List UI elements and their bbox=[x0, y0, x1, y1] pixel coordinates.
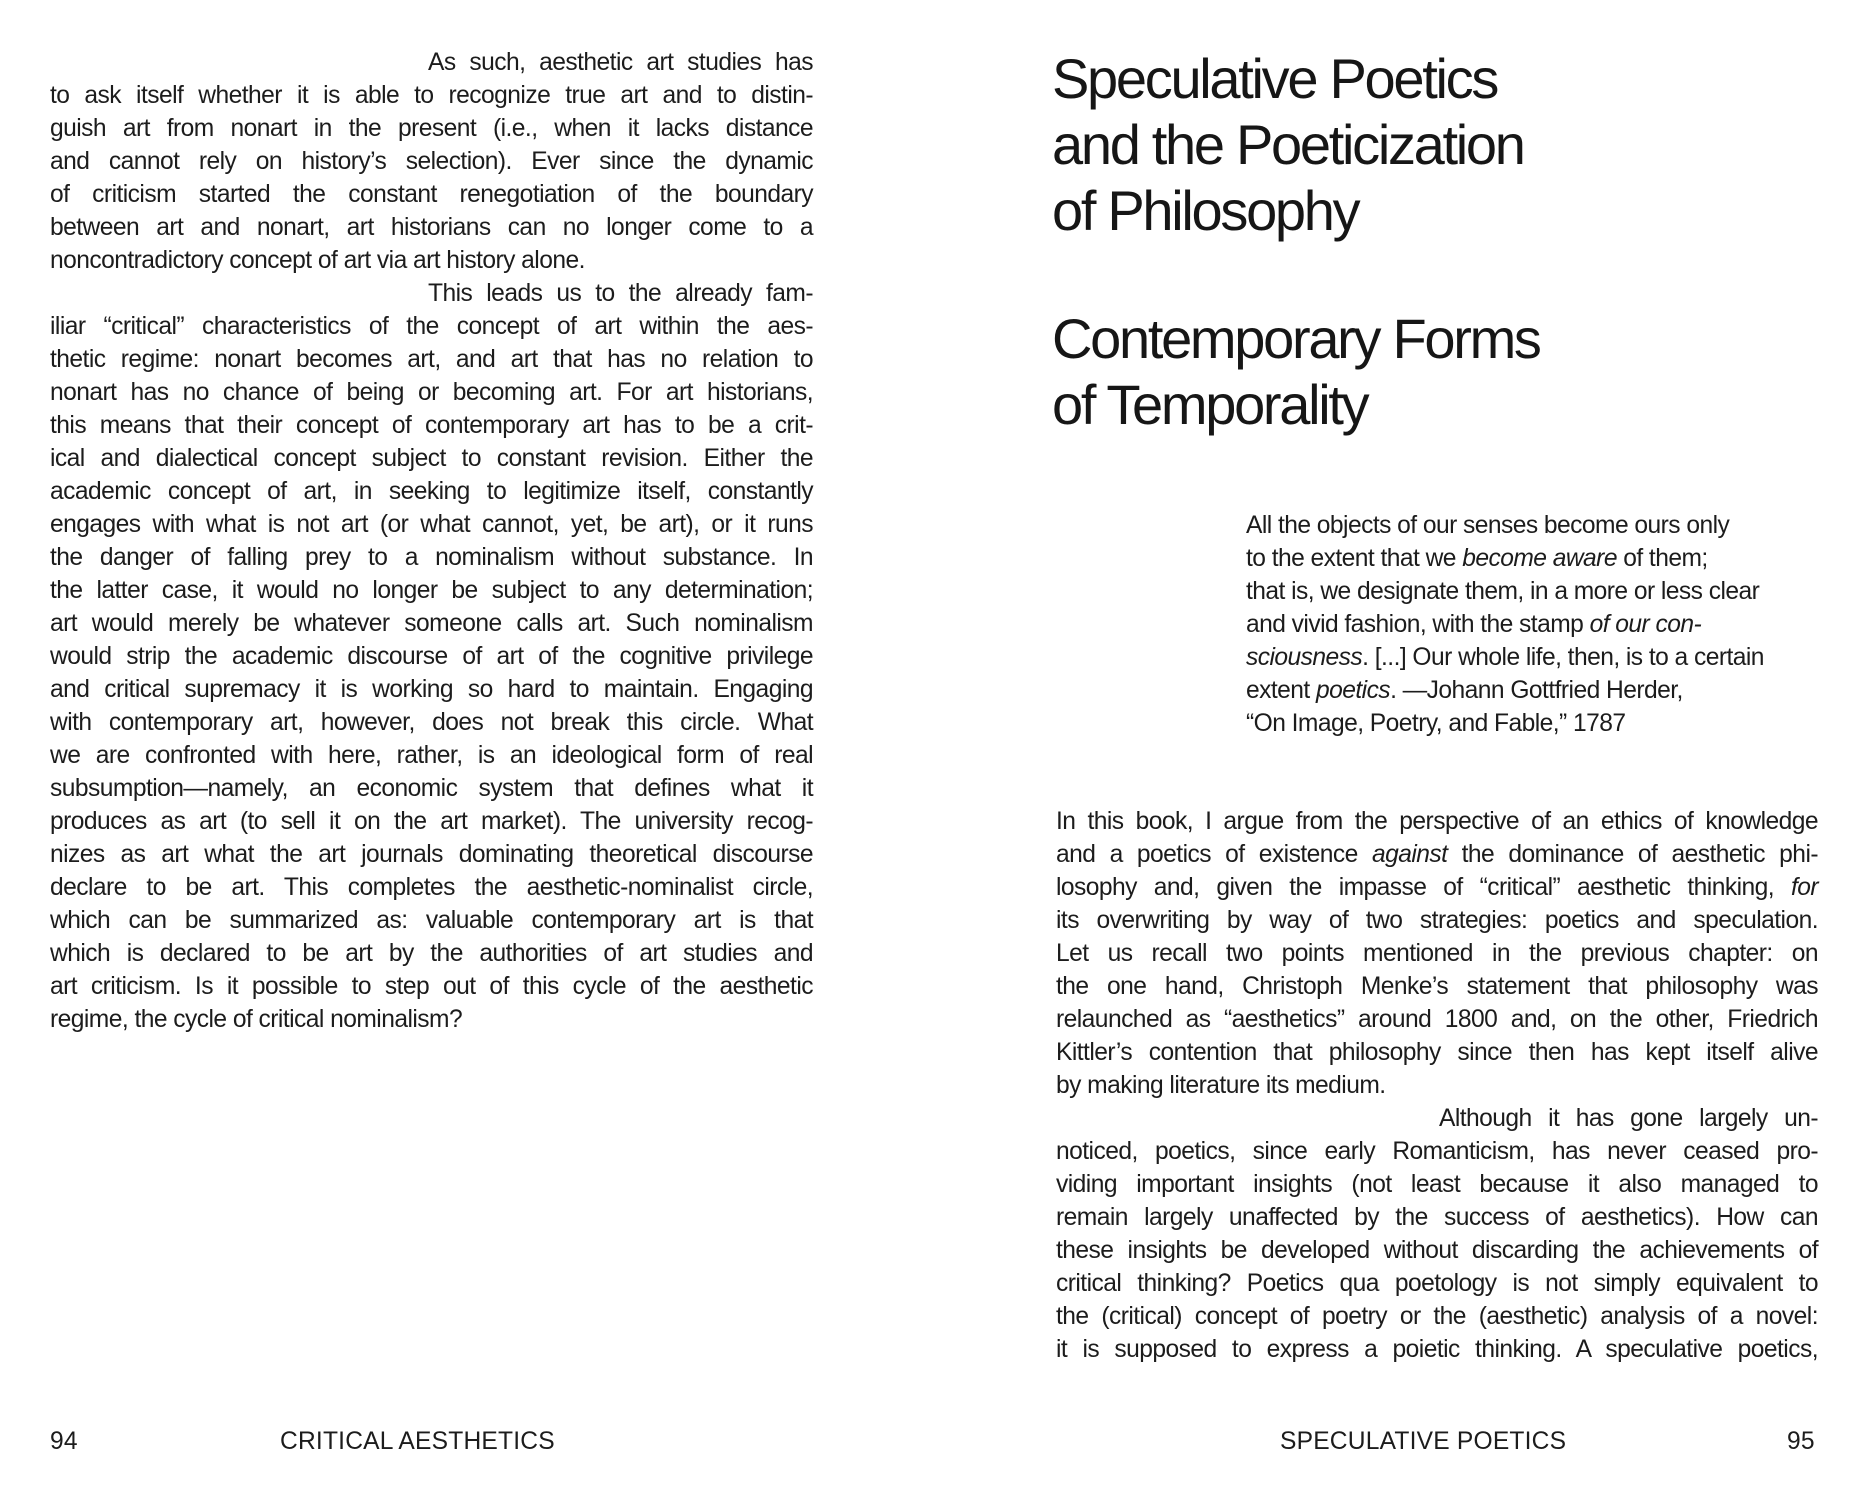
epigraph bbox=[1246, 509, 1818, 740]
text-line: ical and dialectical concept subject to constant revision. Either the bbox=[50, 445, 813, 472]
text-line: and critical supremacy it is working so hard to maintain. Engaging bbox=[50, 676, 813, 703]
text-run: its overwriting by way of two strategies: poetics and speculation. bbox=[1056, 907, 1818, 934]
page-number: 95 bbox=[1787, 1428, 1815, 1455]
paragraph bbox=[1056, 805, 1818, 1102]
text-line bbox=[1056, 871, 1818, 904]
text-line: engages with what is not art (or what cannot, yet, be art), or it runs bbox=[50, 511, 813, 538]
text-line bbox=[1056, 970, 1818, 1003]
text-run: “On Image, Poetry, and Fable,” 1787 bbox=[1246, 710, 1626, 737]
text-line: declare to be art. This completes the aesthetic-nominalist circle, bbox=[50, 874, 813, 901]
text-line bbox=[1246, 674, 1818, 707]
text-run: that is, we designate them, in a more or less clear bbox=[1246, 578, 1760, 605]
section-title bbox=[1052, 306, 1812, 438]
text-line: which is declared to be art by the authorities of art studies and bbox=[50, 940, 813, 967]
text-line bbox=[1056, 1168, 1818, 1201]
text-line: This leads us to the already fam- bbox=[428, 280, 813, 307]
italic-text: sciousness bbox=[1246, 644, 1363, 671]
text-line: to ask itself whether it is able to recognize true art and to distin- bbox=[50, 82, 813, 109]
text-line: we are confronted with here, rather, is an ideological form of real bbox=[50, 742, 813, 769]
text-line: thetic regime: nonart becomes art, and art that has no relation to bbox=[50, 346, 813, 373]
chapter-headings bbox=[1052, 46, 1812, 438]
italic-text: become aware bbox=[1462, 545, 1617, 572]
right-body-text bbox=[1056, 805, 1818, 1366]
text-line bbox=[1056, 805, 1818, 838]
text-line: the latter case, it would no longer be subject to any determination; bbox=[50, 577, 813, 604]
text-line bbox=[1056, 1333, 1818, 1366]
italic-text: for bbox=[1790, 874, 1818, 901]
text-line bbox=[1056, 1102, 1818, 1135]
page-number: 94 bbox=[50, 1428, 78, 1455]
text-run: the dominance of aesthetic phi- bbox=[1447, 841, 1818, 868]
text-line bbox=[1056, 1036, 1818, 1069]
text-line: between art and nonart, art historians can no longer come to a bbox=[50, 214, 813, 241]
text-line: would strip the academic discourse of art of the cognitive privilege bbox=[50, 643, 813, 670]
running-head: CRITICAL AESTHETICS bbox=[280, 1428, 555, 1455]
text-line bbox=[1246, 575, 1818, 608]
text-run: relaunched as “aesthetics” around 1800 and, on the other, Friedrich bbox=[1056, 1006, 1818, 1033]
text-line: produces as art (to sell it on the art market). The university recog- bbox=[50, 808, 813, 835]
text-line: iliar “critical” characteristics of the concept of art within the aes- bbox=[50, 313, 813, 340]
text-run: Kittler’s contention that philosophy since then has kept itself alive bbox=[1056, 1039, 1818, 1066]
text-run: the one hand, Christoph Menke’s statement that philosophy was bbox=[1056, 973, 1818, 1000]
text-run: extent bbox=[1246, 677, 1316, 704]
text-line bbox=[1056, 838, 1818, 871]
title-line: Speculative Poetics bbox=[1052, 47, 1498, 110]
text-line: which can be summarized as: valuable contemporary art is that bbox=[50, 907, 813, 934]
paragraph bbox=[50, 277, 813, 1036]
text-line bbox=[1056, 1201, 1818, 1234]
italic-text: against bbox=[1371, 841, 1448, 868]
text-line: art would merely be whatever someone calls art. Such nominalism bbox=[50, 610, 813, 637]
text-run: In this book, I argue from the perspective of an ethics of knowledge bbox=[1056, 808, 1818, 835]
text-line: with contemporary art, however, does not break this circle. What bbox=[50, 709, 813, 736]
text-line bbox=[1056, 1069, 1818, 1102]
text-line: this means that their concept of contemporary art has to be a crit- bbox=[50, 412, 813, 439]
text-line: of criticism started the constant renegotiation of the boundary bbox=[50, 181, 813, 208]
text-line bbox=[1056, 1300, 1818, 1333]
text-line bbox=[1056, 937, 1818, 970]
chapter-title bbox=[1052, 46, 1812, 244]
title-line: of Temporality bbox=[1052, 373, 1368, 436]
text-run: these insights be developed without discarding the achievements of bbox=[1056, 1237, 1818, 1264]
text-line bbox=[1246, 509, 1818, 542]
text-line: regime, the cycle of critical nominalism? bbox=[50, 1006, 463, 1033]
text-line: nonart has no chance of being or becoming art. For art historians, bbox=[50, 379, 813, 406]
text-line bbox=[1246, 707, 1818, 740]
text-line: and cannot rely on history’s selection). Ever since the dynamic bbox=[50, 148, 813, 175]
text-run: losophy and, given the impasse of “critical” aesthetic thinking, bbox=[1056, 874, 1791, 901]
text-run: . [...] Our whole life, then, is to a certain bbox=[1362, 644, 1764, 671]
text-line: nizes as art what the art journals dominating theoretical discourse bbox=[50, 841, 813, 868]
paragraph bbox=[50, 46, 813, 277]
text-line bbox=[1056, 904, 1818, 937]
title-line: of Philosophy bbox=[1052, 179, 1359, 242]
text-run: Although it has gone largely un- bbox=[1439, 1105, 1818, 1132]
text-line bbox=[1056, 1003, 1818, 1036]
text-run: and vivid fashion, with the stamp bbox=[1246, 611, 1590, 638]
text-line bbox=[1246, 542, 1818, 575]
text-run: and a poetics of existence bbox=[1056, 841, 1372, 868]
italic-text: poetics bbox=[1315, 677, 1391, 704]
text-run: by making literature its medium. bbox=[1056, 1072, 1386, 1099]
text-line: the danger of falling prey to a nominalism without substance. In bbox=[50, 544, 813, 571]
text-run: All the objects of our senses become ours only bbox=[1246, 512, 1730, 539]
text-line bbox=[1246, 608, 1818, 641]
running-head: SPECULATIVE POETICS bbox=[1280, 1428, 1567, 1455]
left-page bbox=[0, 0, 928, 1500]
title-line: and the Poeticization bbox=[1052, 113, 1524, 176]
left-body-text bbox=[50, 46, 813, 1036]
text-run: to the extent that we bbox=[1246, 545, 1463, 572]
text-run: critical thinking? Poetics qua poetology is not simply equivalent to bbox=[1056, 1270, 1818, 1297]
text-line: subsumption—namely, an economic system that defines what it bbox=[50, 775, 813, 802]
text-line: guish art from nonart in the present (i.e., when it lacks distance bbox=[50, 115, 813, 142]
text-run: . —Johann Gottfried Herder, bbox=[1390, 677, 1683, 704]
text-line bbox=[1056, 1135, 1818, 1168]
italic-text: of our con- bbox=[1589, 611, 1702, 638]
title-line: Contemporary Forms bbox=[1052, 307, 1540, 370]
text-run: of them; bbox=[1616, 545, 1708, 572]
text-run: Let us recall two points mentioned in the previous chapter: on bbox=[1056, 940, 1818, 967]
text-line bbox=[1056, 1267, 1818, 1300]
text-line: As such, aesthetic art studies has bbox=[428, 49, 813, 76]
text-run: remain largely unaffected by the success of aesthetics). How can bbox=[1056, 1204, 1818, 1231]
text-run: viding important insights (not least because it also managed to bbox=[1056, 1171, 1818, 1198]
text-line: noncontradictory concept of art via art history alone. bbox=[50, 247, 585, 274]
text-run: noticed, poetics, since early Romanticism, has never ceased pro- bbox=[1056, 1138, 1818, 1165]
text-run: it is supposed to express a poietic thinking. A speculative poetics, bbox=[1056, 1336, 1818, 1363]
text-line bbox=[1056, 1234, 1818, 1267]
paragraph bbox=[1056, 1102, 1818, 1366]
text-run: the (critical) concept of poetry or the (aesthetic) analysis of a novel: bbox=[1056, 1303, 1818, 1330]
text-line bbox=[1246, 641, 1818, 674]
text-line: art criticism. Is it possible to step out of this cycle of the aesthetic bbox=[50, 973, 813, 1000]
text-line: academic concept of art, in seeking to legitimize itself, constantly bbox=[50, 478, 813, 505]
